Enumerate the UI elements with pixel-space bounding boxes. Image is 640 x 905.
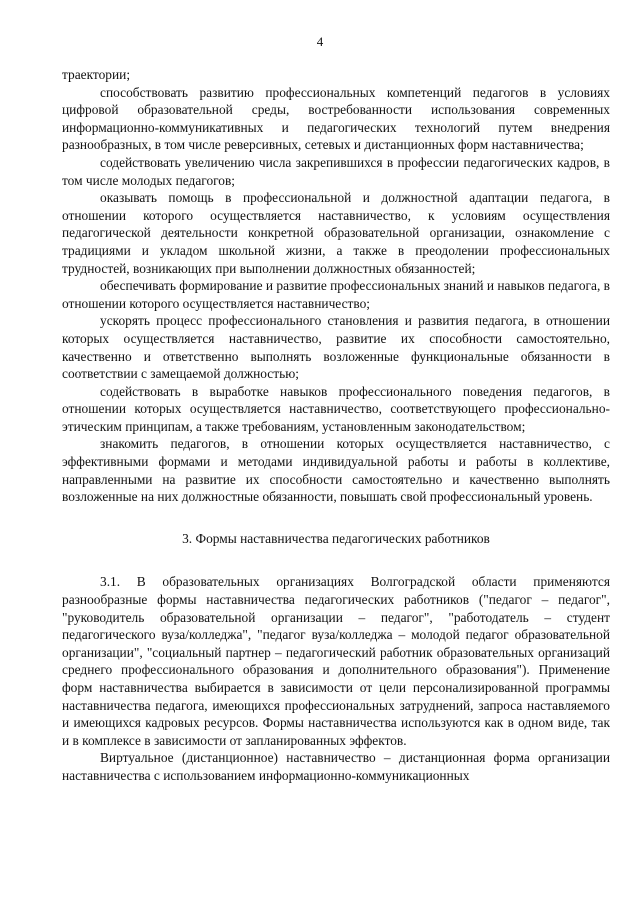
paragraph: Виртуальное (дистанционное) наставничество – дистанционная форма организации наставничества с использованием информационно-коммуникационных: [62, 750, 610, 783]
paragraph: ускорять процесс профессионального становления и развития педагога, в отношении которых осуществляется наставничество, развитие их способности самостоятельно, качественно и ответственно выполнять возложенные функциональные обязанности в соответствии с замещаемой должностью;: [62, 313, 610, 382]
paragraph: обеспечивать формирование и развитие профессиональных знаний и навыков педагога, в отношении которого осуществляется наставничество;: [62, 278, 610, 311]
document-body: [62, 66, 610, 785]
paragraph: содействовать увеличению числа закрепившихся в профессии педагогических кадров, в том числе молодых педагогов;: [62, 154, 610, 188]
paragraph: содействовать в выработке навыков профессионального поведения педагогов, в отношении которых осуществляется наставничество, соответствующего профессионально-этическим принципам, а также требованиям, установленным законодательством;: [62, 383, 610, 434]
section-heading: 3. Формы наставничества педагогических работников: [182, 530, 490, 546]
paragraph: траектории;: [62, 67, 131, 82]
paragraph: 3.1. В образовательных организациях Волгоградской области применяются разнообразные формы наставничества педагогических работников ("педагог – педагог", "руководитель образовательной организации – педагог", "работодатель – студент педагогического вуза/колледжа", "педагог вуза/колледжа – молодой педагог образовательной организации", "социальный партнер – педагогический работник образовательных организаций среднего профессионального образования и дополнительного образования"). Применение форм наставничества выбирается в зависимости от цели персонализированной программы наставничества педагога, имеющихся профессиональных затруднений, запроса наставляемого и имеющихся кадровых ресурсов. Формы наставничества используются как в одном виде, так и в комплексе в зависимости от запланированных эффектов.: [62, 574, 610, 748]
paragraph: знакомить педагогов, в отношении которых осуществляется наставничество, с эффективными формами и методами индивидуальной работы и работы в коллективе, направленными на развитие их способности самостоятельно и качественно выполнять возложенные на них должностные обязанности, повышать свой профессиональный уровень.: [62, 436, 610, 505]
page-number: 4: [316, 34, 324, 49]
paragraph: способствовать развитию профессиональных компетенций педагогов в условиях цифровой образовательной среды, востребованности использования современных информационно-коммуникативных и педагогических технологий путем внедрения разнообразных, в том числе реверсивных, сетевых и дистанционных форм наставничества;: [62, 84, 610, 153]
paragraph: оказывать помощь в профессиональной и должностной адаптации педагога, в отношении которого осуществляется наставничество, к условиям осуществления педагогической деятельности конкретной образовательной организации, ознакомление с традициями и укладом школьной жизни, а также в преодолении профессиональных трудностей, возникающих при выполнении должностных обязанностей;: [62, 190, 610, 276]
